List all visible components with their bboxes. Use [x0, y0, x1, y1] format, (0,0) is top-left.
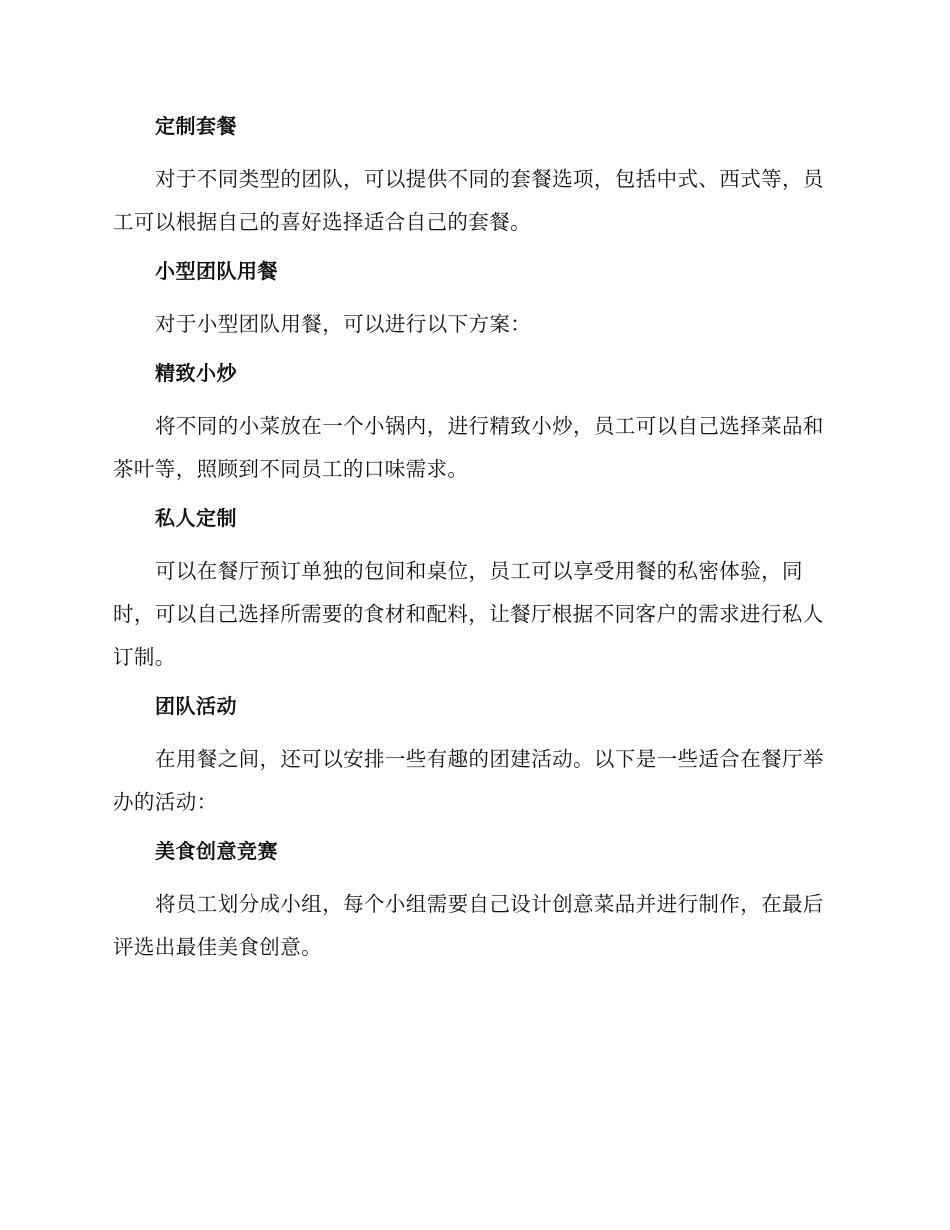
document-body — [113, 108, 833, 978]
section-heading-private-custom: 私人定制 — [155, 506, 237, 530]
section-heading-team-activities: 团队活动 — [155, 694, 237, 718]
section-paragraph-food-creativity-contest: 将员工划分成小组，每个小组需要自己设计创意菜品并进行制作，在最后评选出最佳美食创意。 — [113, 892, 824, 959]
section-heading-small-team-dining: 小型团队用餐 — [155, 259, 278, 283]
section-heading-food-creativity-contest: 美食创意竞赛 — [155, 839, 278, 863]
section-paragraph-fine-stir-fry: 将不同的小菜放在一个小锅内，进行精致小炒，员工可以自己选择菜品和茶叶等，照顾到不同员工的口味需求。 — [113, 414, 824, 481]
section-paragraph-private-custom: 可以在餐厅预订单独的包间和桌位，员工可以享受用餐的私密体验，同时，可以自己选择所需要的食材和配料，让餐厅根据不同客户的需求进行私人订制。 — [113, 559, 824, 669]
section-paragraph-small-team-dining: 对于小型团队用餐，可以进行以下方案： — [155, 312, 532, 336]
section-heading-custom-package: 定制套餐 — [155, 114, 237, 138]
section-paragraph-custom-package: 对于不同类型的团队，可以提供不同的套餐选项，包括中式、西式等，员工可以根据自己的喜好选择适合自己的套餐。 — [113, 167, 824, 234]
section-paragraph-team-activities: 在用餐之间，还可以安排一些有趣的团建活动。以下是一些适合在餐厅举办的活动： — [113, 747, 824, 814]
section-heading-fine-stir-fry: 精致小炒 — [155, 361, 237, 385]
